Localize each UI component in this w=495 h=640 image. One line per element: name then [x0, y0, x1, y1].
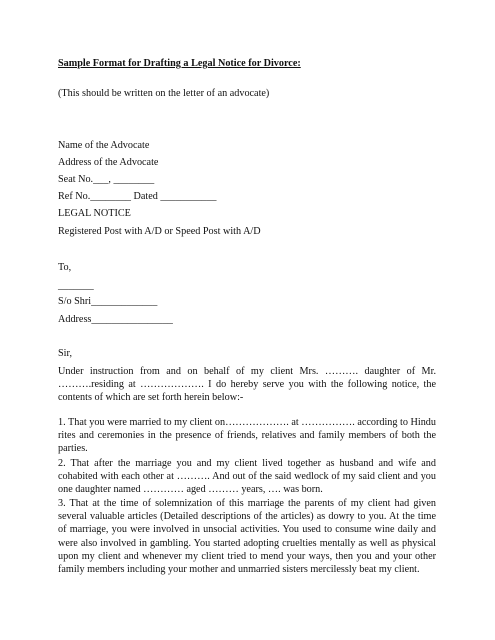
post-method-line: Registered Post with A/D or Speed Post with A/D	[58, 226, 261, 237]
recipient-to: To,	[58, 262, 72, 273]
recipient-address-line: Address________________	[58, 314, 173, 325]
document-title: Sample Format for Drafting a Legal Notice for Divorce:	[58, 58, 301, 69]
document-subtitle: (This should be written on the letter of an advocate)	[58, 88, 270, 99]
salutation: Sir,	[58, 348, 73, 359]
reference-line: Ref No.________ Dated ___________	[58, 191, 217, 202]
advocate-address-line: Address of the Advocate	[58, 157, 159, 168]
advocate-name-line: Name of the Advocate	[58, 140, 150, 151]
clause-3-paragraph: 3. That at the time of solemnization of this marriage the parents of my client had given several valuable articles (Detailed descriptions of the articles) as dowry to you. At the time of marriage, you were involved in unsocial activities. You used to consume wine daily and were also involved in gambling. You started adopting cruelties mentally as well as physical upon my client and whenever my client tried to mend your ways, then you and your other family members including your mother and unmarried sisters mercilessly beat my client.	[58, 498, 436, 576]
seat-number-line: Seat No.___, ________	[58, 174, 155, 185]
intro-paragraph: Under instruction from and on behalf of my client Mrs. ………. daughter of Mr. ……….residing at ………………. I do hereby serve you with the following notice, the contents of which are set forth herein below:-	[58, 366, 436, 404]
clause-2-paragraph: 2. That after the marriage you and my client lived together as husband and wife and cohabited with each other at ………. And out of the said wedlock of my said client and you one daughter named ………… aged ……… years, …. was born.	[58, 458, 436, 496]
clause-1-paragraph: 1. That you were married to my client on………………. at ……………. according to Hindu rites and ceremonies in the presence of friends, relatives and family members of both the parties.	[58, 417, 436, 455]
legal-notice-heading: LEGAL NOTICE	[58, 208, 131, 219]
recipient-father-line: S/o Shri_____________	[58, 296, 158, 307]
recipient-name-blank: _______	[58, 280, 94, 291]
